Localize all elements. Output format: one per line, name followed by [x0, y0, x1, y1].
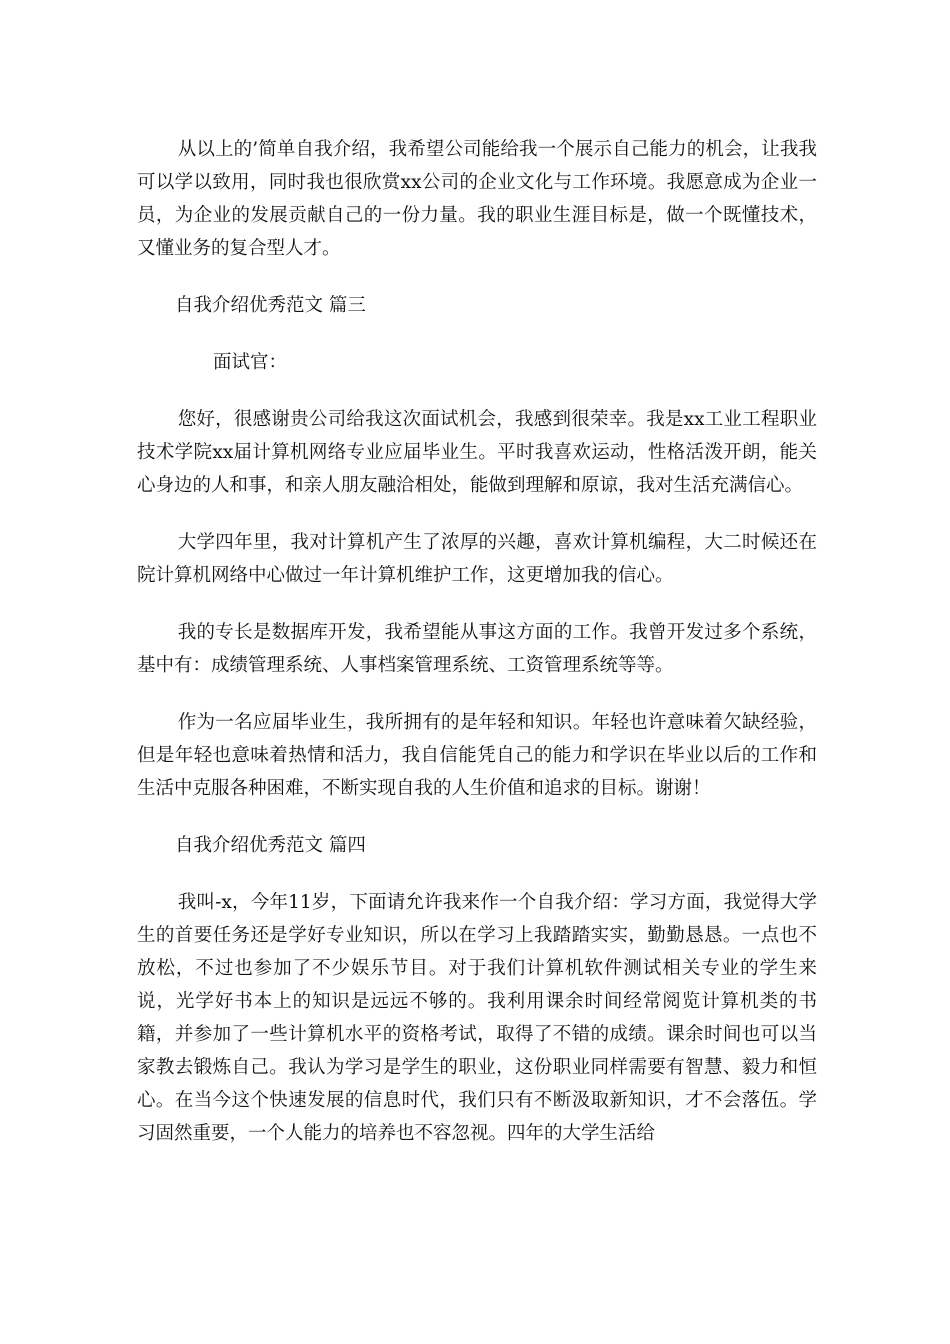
- section-heading-4: 自我介绍优秀范文 篇四: [175, 835, 366, 856]
- paragraph-graduate: 作为一名应届毕业生，我所拥有的是年轻和知识。年轻也许意味着欠缺经验，但是年轻也意味着热情和活力，我自信能凭自己的能力和学识在毕业以后的工作和生活中克服各种困难，不断实现自我的人生价值和追求的目标。谢谢！: [137, 712, 817, 799]
- paragraph-university: 大学四年里，我对计算机产生了浓厚的兴趣，喜欢计算机编程，大二时候还在院计算机网络中心做过一年计算机维护工作，这更增加我的信心。: [137, 532, 817, 586]
- paragraph-gap: [137, 502, 817, 526]
- paragraph-gap: [137, 322, 817, 346]
- paragraph-gap: [137, 862, 817, 886]
- paragraph-gap: [137, 379, 817, 403]
- paragraph-gap: [137, 805, 817, 829]
- paragraph-gap: [137, 682, 817, 706]
- paragraph-1: 从以上的’简单自我介绍，我希望公司能给我一个展示自己能力的机会，让我我可以学以致用，同时我也很欣赏xx公司的企业文化与工作环境。我愿意成为企业一员，为企业的发展贡献自己的一份力量。我的职业生涯目标是，做一个既懂技术，又懂业务的复合型人才。: [137, 139, 817, 259]
- paragraph-gap: [137, 592, 817, 616]
- paragraph-greeting: 您好，很感谢贵公司给我这次面试机会，我感到很荣幸。我是xx工业工程职业技术学院xx届计算机网络专业应届毕业生。平时我喜欢运动，性格活泼开朗，能关心身边的人和事，和亲人朋友融洽相处，能做到理解和原谅，我对生活充满信心。: [137, 409, 817, 496]
- paragraph-gap: [137, 265, 817, 289]
- paragraph-specialty: 我的专长是数据库开发，我希望能从事这方面的工作。我曾开发过多个系统，基中有：成绩管理系统、人事档案管理系统、工资管理系统等等。: [137, 622, 817, 676]
- section-heading-3: 自我介绍优秀范文 篇三: [175, 295, 366, 316]
- paragraph-intro-4: 我叫-x，今年11岁，下面请允许我来作一个自我介绍：学习方面，我觉得大学生的首要任务还是学好专业知识，所以在学习上我踏踏实实，勤勤恳恳。一点也不放松，不过也参加了不少娱乐节目。对于我们计算机软件测试相关专业的学生来说，光学好书本上的知识是远远不够的。我利用课余时间经常阅览计算机类的书籍，并参加了一些计算机水平的资格考试，取得了不错的成绩。课余时间也可以当家教去锻炼自己。我认为学习是学生的职业，这份职业同样需要有智慧、毅力和恒心。在当今这个快速发展的信息时代，我们只有不断汲取新知识，才不会落伍。学习固然重要，一个人能力的培养也不容忽视。四年的大学生活给: [137, 892, 817, 1144]
- salutation: 面试官：: [213, 352, 288, 373]
- document-body: [137, 133, 817, 1150]
